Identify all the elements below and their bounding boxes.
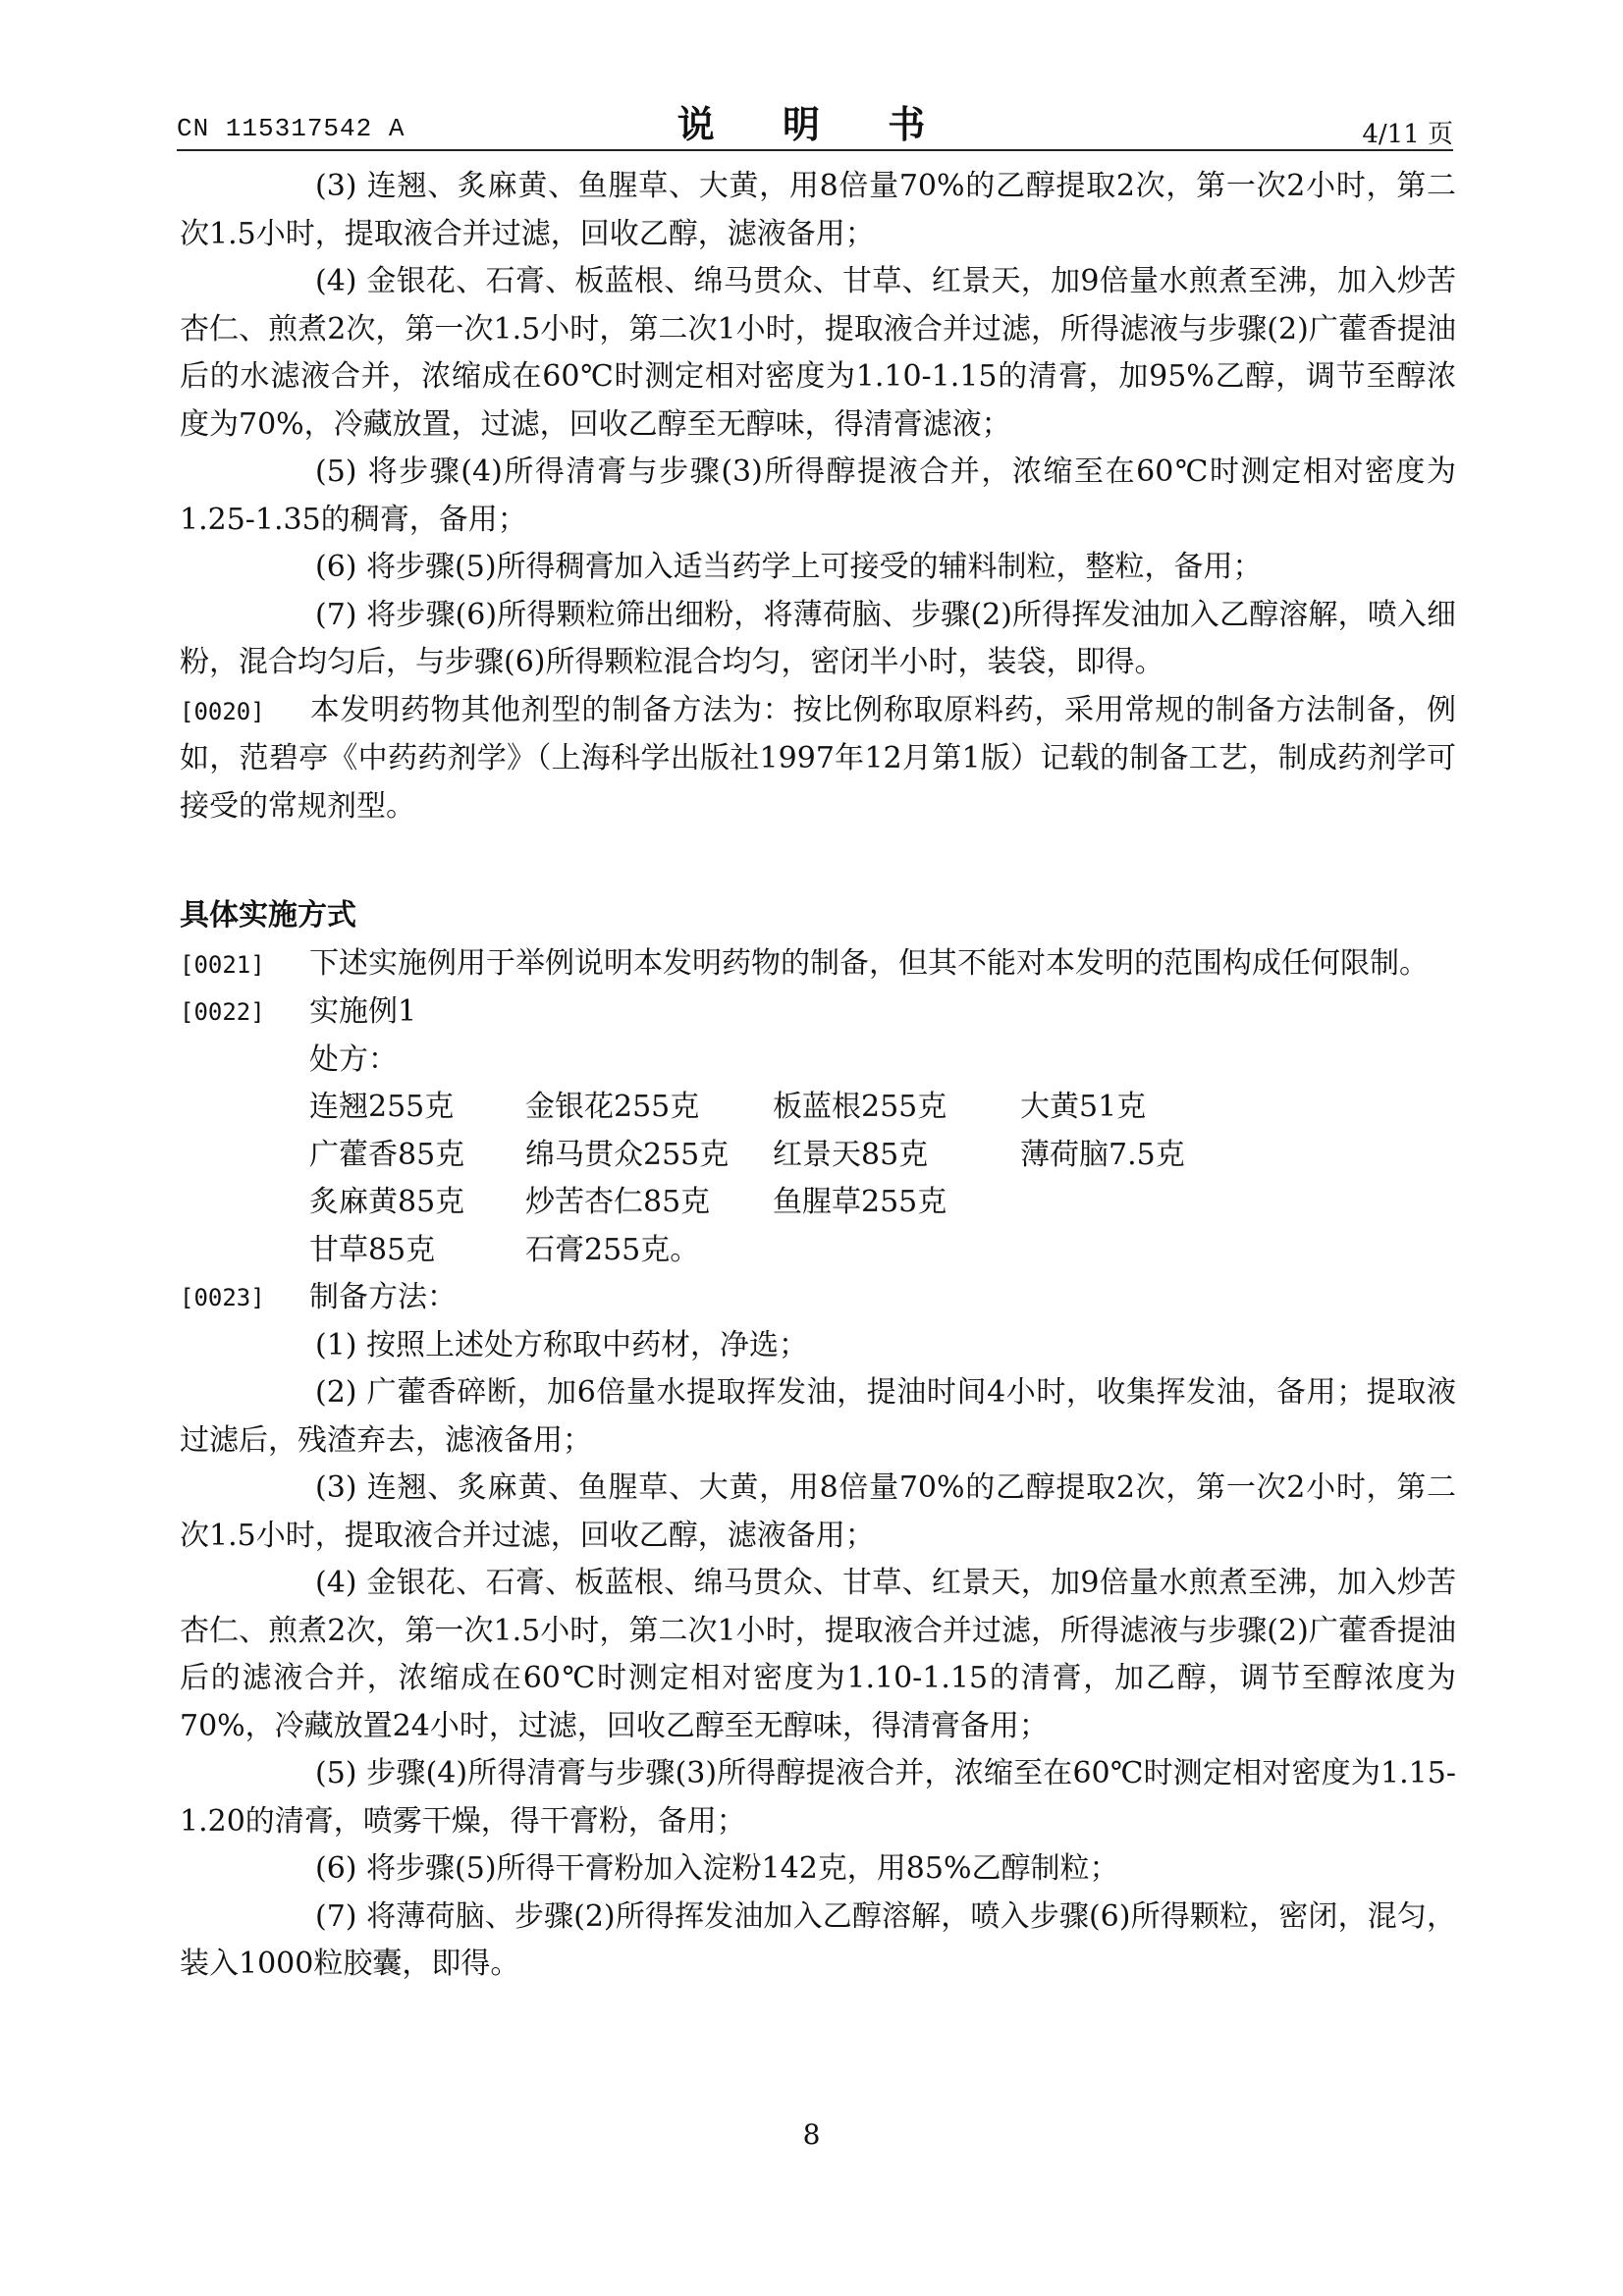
ingredient-item: 板蓝根255克 <box>773 1090 947 1124</box>
ingredient-item <box>1020 1227 1256 1275</box>
page-header <box>177 94 1453 149</box>
method-step-2: (2) 广藿香碎断，加6倍量水提取挥发油，提油时间4小时，收集挥发油，备用；提取液过滤后，残渣弃去，滤液备用； <box>180 1375 1456 1458</box>
ingredient-table <box>309 1084 1456 1274</box>
method-step-1: (1) 按照上述处方称取中药材，净选； <box>315 1327 809 1362</box>
ingredient-item: 石膏255克。 <box>525 1232 700 1267</box>
method-step-3: (3) 连翘、炙麻黄、鱼腥草、大黄，用8倍量70%的乙醇提取2次，第一次2小时，第二次1.5小时，提取液合并过滤，回收乙醇，滤液备用； <box>180 1470 1456 1553</box>
header-divider <box>177 149 1453 151</box>
method-step-6: (6) 将步骤(5)所得干膏粉加入淀粉142克，用85%乙醇制粒； <box>315 1851 1119 1886</box>
paragraph-0023 <box>180 1274 1456 1322</box>
ingredient-item: 绵马贯众255克 <box>525 1137 730 1172</box>
paragraph-number: [0023] <box>180 1284 265 1311</box>
paragraph-number: [0020] <box>180 697 265 725</box>
ingredient-item <box>1020 1179 1256 1227</box>
ingredient-item: 广藿香85克 <box>309 1137 465 1172</box>
step-4-text: (4) 金银花、石膏、板蓝根、绵马贯众、甘草、红景天，加9倍量水煎煮至沸，加入炒苦杏仁、煎煮2次，第一次1.5小时，第二次1小时，提取液合并过滤，所得滤液与步骤(2)广藿香提油后的水滤液合并，浓缩成在60℃时测定相对密度为1.10-1.15的清膏，加95%乙醇，调节至醇浓度为70%，冷藏放置，过滤，回收乙醇至无醇味，得清膏滤液； <box>180 264 1456 442</box>
step-6-text: (6) 将步骤(5)所得稠膏加入适当药学上可接受的辅料制粒，整粒，备用； <box>315 550 1263 584</box>
step-3-text: (3) 连翘、炙麻黄、鱼腥草、大黄，用8倍量70%的乙醇提取2次，第一次2小时，第二次1.5小时，提取液合并过滤，回收乙醇，滤液备用； <box>180 169 1456 251</box>
paragraph-0021 <box>180 940 1456 989</box>
page-indicator: 4/11 页 <box>1362 120 1453 149</box>
ingredient-item: 甘草85克 <box>309 1232 436 1267</box>
patent-number: CN 115317542 A <box>177 114 406 143</box>
step-5-text: (5) 将步骤(4)所得清膏与步骤(3)所得醇提液合并，浓缩至在60℃时测定相对密度为1.25-1.35的稠膏，备用； <box>180 454 1456 537</box>
paragraph-0022 <box>180 988 1456 1274</box>
paragraph-number: [0021] <box>180 950 265 979</box>
ingredient-item: 红景天85克 <box>773 1137 929 1172</box>
method-step-4: (4) 金银花、石膏、板蓝根、绵马贯众、甘草、红景天，加9倍量水煎煮至沸，加入炒苦杏仁、煎煮2次，第一次1.5小时，第二次1小时，提取液合并过滤，所得滤液与步骤(2)广藿香提油后的滤液合并，浓缩成在60℃时测定相对密度为1.10-1.15的清膏，加乙醇，调节至醇浓度为70%，冷藏放置24小时，过滤，回收乙醇至无醇味，得清膏备用； <box>180 1566 1456 1743</box>
document-body <box>180 163 1456 1989</box>
ingredient-item: 薄荷脑7.5克 <box>1020 1137 1185 1172</box>
paragraph-text: 本发明药物其他剂型的制备方法为：按比例称取原料药，采用常规的制备方法制备，例如，范碧亭《中药药剂学》（上海科学出版社1997年12月第1版）记载的制备工艺，制成药剂学可接受的常规剂型。 <box>180 692 1456 824</box>
example-title: 实施例1 <box>309 994 417 1029</box>
paragraph-0020 <box>180 687 1456 831</box>
ingredient-item <box>773 1227 1020 1275</box>
section-heading: 具体实施方式 <box>180 898 356 933</box>
ingredient-item: 炒苦杏仁85克 <box>525 1185 711 1219</box>
paragraph-text: 下述实施例用于举例说明本发明药物的制备，但其不能对本发明的范围构成任何限制。 <box>309 945 1429 981</box>
method-title: 制备方法： <box>309 1280 457 1314</box>
document-title: 说 明 书 <box>676 103 953 146</box>
ingredient-item: 炙麻黄85克 <box>309 1185 465 1219</box>
ingredient-item: 连翘255克 <box>309 1090 455 1124</box>
step-7-text: (7) 将步骤(6)所得颗粒筛出细粉，将薄荷脑、步骤(2)所得挥发油加入乙醇溶解，喷入细粉，混合均匀后，与步骤(6)所得颗粒混合均匀，密闭半小时，装袋，即得。 <box>180 597 1456 679</box>
paragraph-number: [0022] <box>180 998 265 1026</box>
ingredient-item: 大黄51克 <box>1020 1090 1147 1124</box>
method-step-5: (5) 步骤(4)所得清膏与步骤(3)所得醇提液合并，浓缩至在60℃时测定相对密度为1.15-1.20的清膏，喷雾干燥，得干膏粉，备用； <box>180 1756 1456 1839</box>
page-number: 8 <box>802 2118 821 2151</box>
ingredient-item: 鱼腥草255克 <box>773 1185 947 1219</box>
formula-label: 处方： <box>309 1041 398 1077</box>
method-step-7: (7) 将薄荷脑、步骤(2)所得挥发油加入乙醇溶解，喷入步骤(6)所得颗粒，密闭，混匀，装入1000粒胶囊，即得。 <box>180 1898 1456 1981</box>
ingredient-item: 金银花255克 <box>525 1090 700 1124</box>
